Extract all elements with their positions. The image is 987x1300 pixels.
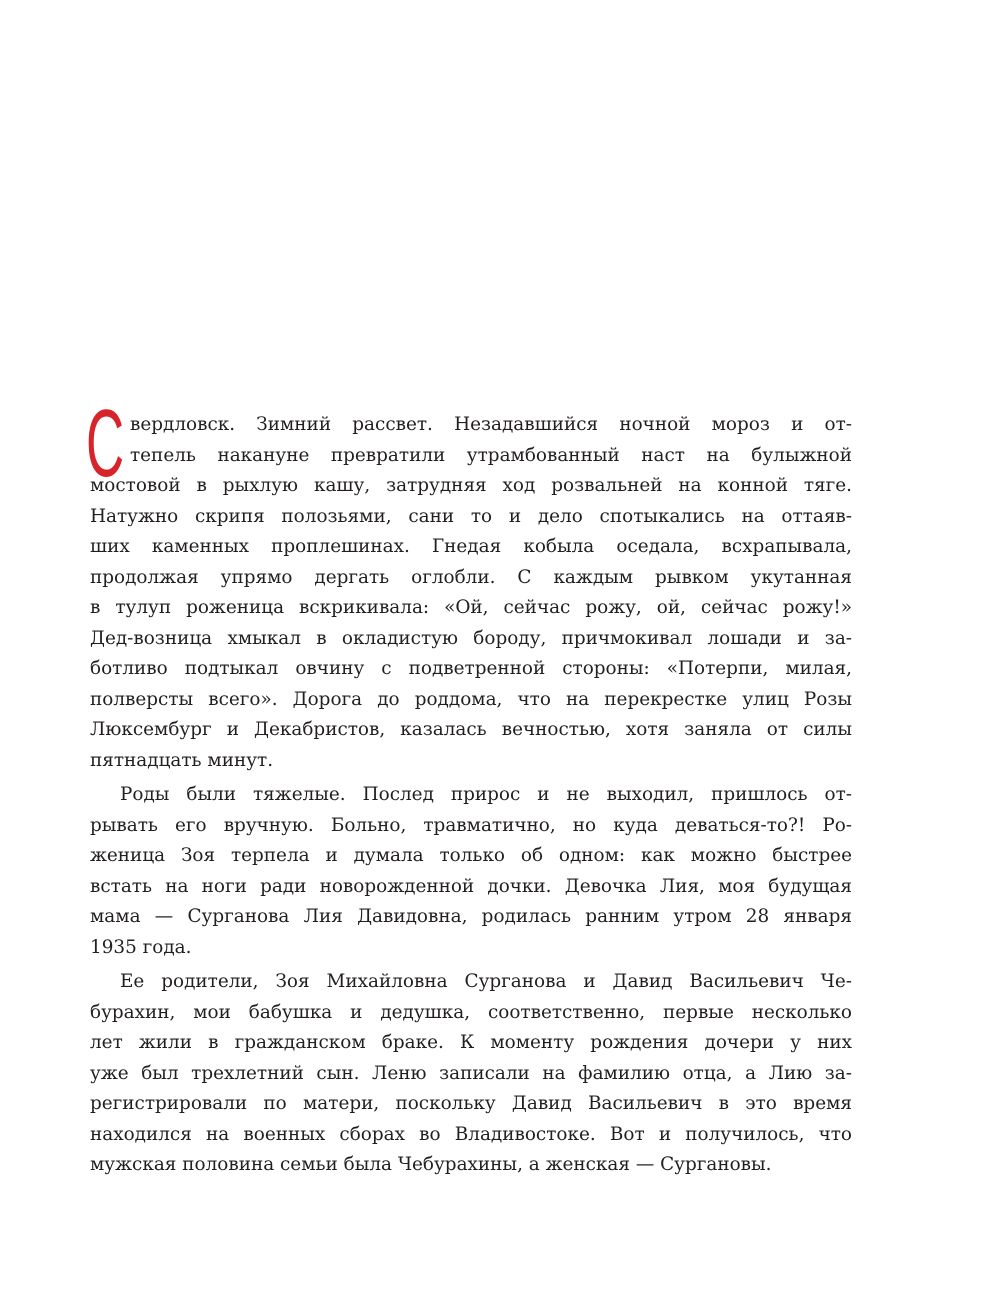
text-line: лет жили в гражданском браке. К моменту рождения дочери у них [90, 1032, 852, 1053]
text-line: находился на военных сборах во Владивостоке. Вот и получилось, что [90, 1123, 852, 1145]
text-line: ботливо подтыкал овчину с подветренной стороны: «Потерпи, милая, [90, 658, 852, 679]
text-line: Ее родители, Зоя Михайловна Сурганова и Давид Васильевич Че- [120, 971, 852, 992]
text-line: регистрировали по матери, поскольку Давид Васильевич в это время [90, 1093, 852, 1114]
text-line: мостовой в рыхлую кашу, затрудняя ход розвальней на конной тяге. [90, 475, 852, 496]
text-line: рывать его вручную. Больно, травматично, но куда деваться-то?! Ро- [90, 814, 852, 836]
text-line: Люксембург и Декабристов, казалась вечностью, хотя заняла от силы [90, 719, 852, 740]
text-line: ших каменных проплешинах. Гнедая кобыла оседала, всхрапывала, [90, 536, 852, 557]
paragraph-3 [90, 967, 852, 1181]
text-line: Дед-возница хмыкал в окладистую бороду, причмокивал лошади и за- [90, 627, 852, 649]
text-line: мама — Сурганова Лия Давидовна, родилась ранним утром 28 января [90, 906, 852, 927]
text-line: тепель накануне превратили утрамбованный наст на булыжной [130, 444, 852, 466]
text-line: мужская половина семьи была Чебурахины, а женская — Сургановы. [90, 1154, 772, 1175]
text-line: продолжая упрямо дергать оглобли. С каждым рывком укутанная [90, 566, 852, 588]
body-text [86, 390, 852, 1181]
text-line: вердловск. Зимний рассвет. Незадавшийся ночной мороз и от- [130, 414, 852, 435]
text-line: в тулуп роженица вскрикивала: «Ой, сейчас рожу, ой, сейчас рожу!» [90, 597, 852, 618]
text-line: бурахин, мои бабушка и дедушка, соответственно, первые несколько [90, 1001, 852, 1023]
text-line: встать на ноги ради новорожденной дочки. Девочка Лия, моя будущая [90, 875, 852, 897]
text-line: женица Зоя терпела и думала только об одном: как можно быстрее [90, 845, 852, 866]
text-line: Роды были тяжелые. Послед прирос и не выходил, пришлось от- [120, 784, 852, 805]
text-line: полверсты всего». Дорога до роддома, что на перекрестке улиц Розы [90, 688, 852, 710]
text-line: уже был трехлетний сын. Леню записали на фамилию отца, а Лию за- [90, 1062, 852, 1084]
drop-cap-letter: С [86, 390, 125, 497]
text-line: Натужно скрипя полозьями, сани то и дело спотыкались на оттаяв- [90, 505, 852, 527]
paragraph-1 [90, 410, 852, 776]
paragraph-2 [90, 780, 852, 963]
text-line: 1935 года. [90, 936, 192, 958]
text-line: пятнадцать минут. [90, 749, 274, 771]
